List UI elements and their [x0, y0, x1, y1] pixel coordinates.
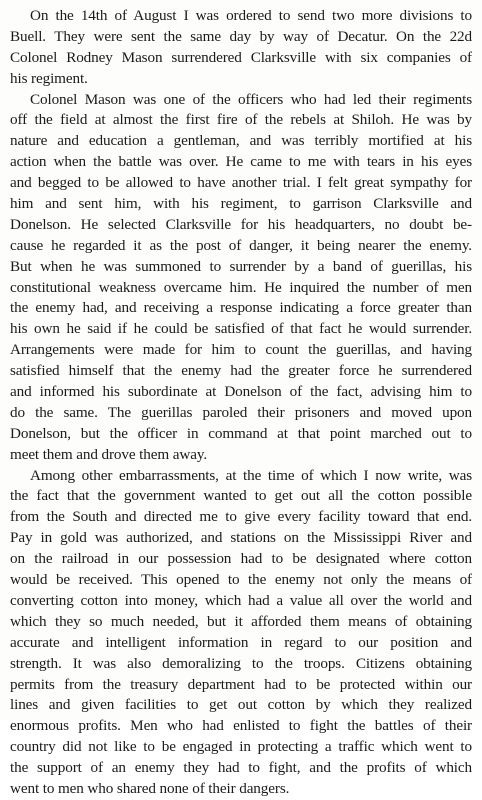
text-line: nature and education a gentleman, and was terribly mortified at his: [10, 132, 472, 150]
text-line: On the 14th of August I was ordered to send two more divisions to: [30, 7, 472, 24]
text-line: accurate and intelligent information in regard to our position and: [10, 633, 472, 651]
text-line: Colonel Rodney Mason surrendered Clarksville with six companies of: [10, 48, 472, 66]
text-line: on the railroad in our possession had to be designated where cotton: [10, 550, 472, 568]
text-line: Colonel Mason was one of the officers who had led their regiments: [30, 90, 472, 108]
text-line: constitutional weakness overcame him. He inquired the number of men: [10, 278, 472, 296]
paragraph-3: [10, 466, 472, 800]
paragraph-1: [10, 6, 472, 90]
text-line: country did not like to be engaged in protecting a traffic which went to: [10, 738, 472, 756]
text-line: converting cotton into money, which had a value all over the world and: [10, 591, 472, 609]
text-line: Pay in gold was authorized, and stations on the Mississippi River and: [10, 529, 472, 547]
text-line: do the same. The guerillas paroled their prisoners and moved upon: [10, 403, 472, 421]
text-line: off the field at almost the first fire of the rebels at Shiloh. He was by: [10, 111, 472, 129]
text-line: went to men who shared none of their dangers.: [10, 779, 290, 797]
text-line: Donelson. He selected Clarksville for his headquarters, no doubt be-: [10, 215, 472, 233]
text-line: would be received. This opened to the enemy not only the means of: [10, 571, 472, 589]
text-line: the fact that the government wanted to get out all the cotton possible: [10, 487, 472, 505]
text-line: satisfied himself that the enemy had the greater force he surrendered: [10, 362, 472, 380]
text-line: the enemy had, and receiving a response indicating a force greater than: [10, 299, 472, 317]
text-line: and begged to be allowed to have another trial. I felt great sympathy for: [10, 174, 472, 192]
text-line: lines and given facilities to get out cotton by which they realized: [10, 696, 472, 714]
text-line: his own he said if he could be satisfied of that fact he would surrender.: [10, 320, 472, 338]
text-line: from the South and directed me to give every facility toward that end.: [10, 508, 472, 526]
text-line: Donelson, but the officer in command at that point marched out to: [10, 424, 472, 442]
text-line: Arrangements were made for him to count the guerillas, and having: [10, 341, 472, 359]
text-line: the support of an enemy they had to fight, and the profits of which: [10, 759, 472, 777]
text-line: But when he was summoned to surrender by a band of guerillas, his: [10, 257, 472, 275]
text-line: meet them and drove them away.: [10, 445, 207, 463]
text-line: and informed his subordinate at Donelson of the fact, advising him to: [10, 383, 472, 401]
text-line: which they so much needed, but it afforded them means of obtaining: [10, 612, 472, 630]
text-line: Among other embarrassments, at the time of which I now write, was: [30, 466, 472, 484]
text-line: his regiment.: [10, 69, 88, 87]
text-line: action when the battle was over. He came to me with tears in his eyes: [10, 153, 472, 171]
paragraph-2: [10, 90, 472, 466]
text-line: him and sent him, with his regiment, to garrison Clarksville and: [10, 195, 472, 213]
text-line: cause he regarded it as the post of danger, it being nearer the enemy.: [10, 236, 472, 254]
text-line: permits from the treasury department had to be protected within our: [10, 675, 472, 693]
text-line: strength. It was also demoralizing to the troops. Citizens obtaining: [10, 654, 472, 672]
text-line: Buell. They were sent the same day by way of Decatur. On the 22d: [10, 27, 472, 45]
text-line: enormous profits. Men who had enlisted to fight the battles of their: [10, 717, 472, 735]
